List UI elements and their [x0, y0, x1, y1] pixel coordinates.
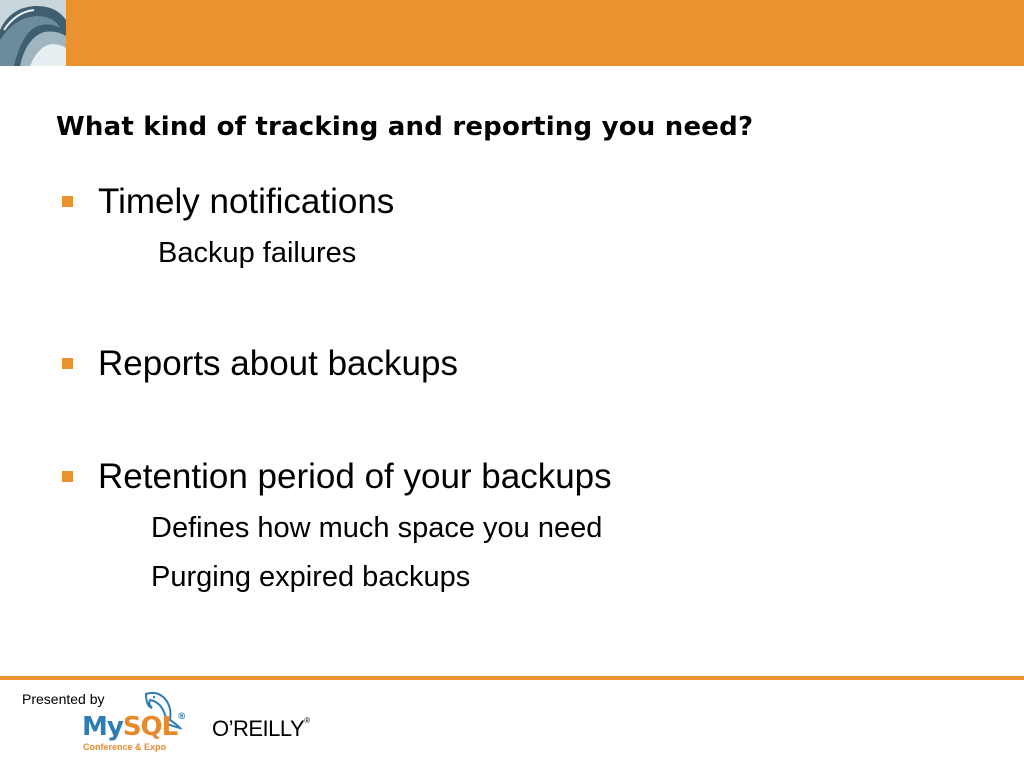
bullet-item-timely-notifications: Timely notifications [98, 182, 395, 221]
slide-title: What kind of tracking and reporting you need? [56, 112, 754, 142]
square-bullet-icon [62, 196, 73, 207]
oreilly-registered-mark: ® [304, 716, 310, 725]
square-bullet-icon [62, 471, 73, 482]
mysql-sql: SQL [122, 712, 178, 742]
bullet-item-retention-period: Retention period of your backups [98, 457, 612, 496]
mysql-conference-logo [80, 690, 190, 756]
header-bar [0, 0, 1024, 66]
bullet-item-reports-about-backups: Reports about backups [98, 344, 458, 383]
oreilly-wordmark: O’REILLY [212, 716, 305, 741]
subitem-backup-failures: Backup failures [158, 237, 357, 269]
square-bullet-icon [62, 358, 73, 369]
mysql-registered-mark: ® [177, 712, 186, 722]
footer-divider [0, 676, 1024, 680]
presented-by-label: Presented by [22, 691, 105, 707]
mysql-conference-subtitle: Conference & Expo [83, 742, 167, 752]
mysql-my: My [82, 712, 123, 742]
oreilly-logo [212, 716, 310, 742]
subitem-defines-space: Defines how much space you need [151, 512, 603, 544]
ocean-wave-icon [0, 0, 66, 66]
mysql-wordmark [82, 712, 185, 742]
subitem-purging-expired: Purging expired backups [151, 561, 471, 593]
